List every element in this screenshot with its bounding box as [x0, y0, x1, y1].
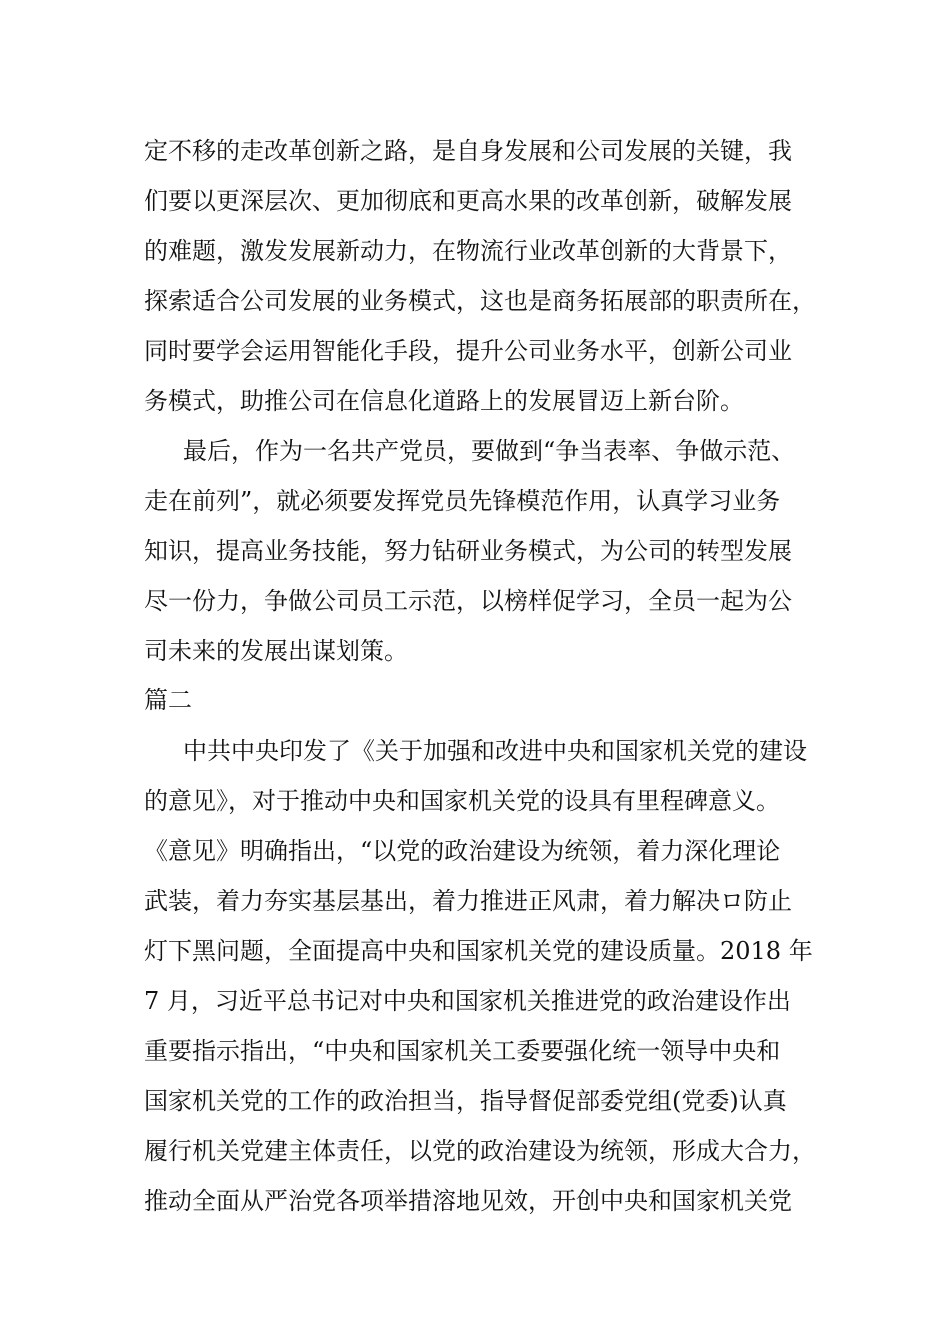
text-line: 司未来的发展出谋划策。 — [144, 637, 408, 665]
text-line: 推动全面从严治党各项举措溶地见效，开创中央和国家机关党 — [144, 1187, 792, 1215]
text-line: 7 月，习近平总书记对中央和国家机关推进党的政治建设作出 — [144, 987, 791, 1015]
text-line: 履行机关党建主体责任，以党的政治建设为统领，形成大合力， — [144, 1137, 816, 1165]
text-line: 尽一份力，争做公司员工示范，以榜样促学习，全员一起为公 — [144, 587, 792, 615]
text-line: 定不移的走改革创新之路，是自身发展和公司发展的关键，我 — [144, 137, 792, 165]
text-line: 国家机关党的工作的政治担当，指导督促部委党组(党委)认真 — [144, 1087, 787, 1115]
text-line: 灯下黑问题，全面提高中央和国家机关党的建设质量。2018 年 — [144, 937, 813, 965]
paragraph-first-line: 中共中央印发了《关于加强和改进中央和国家机关党的建设 — [183, 737, 807, 765]
text-line: 重要指示指出，“中央和国家机关工委要强化统一领导中央和 — [144, 1037, 781, 1065]
paragraph-first-line: 最后，作为一名共产党员，要做到“争当表率、争做示范、 — [183, 437, 796, 465]
text-line: 走在前列”，就必须要发挥党员先锋模范作用，认真学习业务 — [144, 487, 781, 515]
text-line: 的意见》，对于推动中央和国家机关党的设具有里程碑意义。 — [144, 787, 780, 815]
text-line: 的难题，激发发展新动力，在物流行业改革创新的大背景下， — [144, 237, 792, 265]
text-line: 探索适合公司发展的业务模式，这也是商务拓展部的职责所在， — [144, 287, 816, 315]
section-heading: 篇二 — [144, 686, 192, 714]
text-line: 《意见》明确指出，“以党的政治建设为统领，着力深化理论 — [144, 837, 781, 865]
text-line: 武装，着力夯实基层基出，着力推进正风肃，着力解决ロ防止 — [144, 887, 792, 915]
text-line: 们要以更深层次、更加彻底和更高水果的改革创新，破解发展 — [144, 187, 792, 215]
text-line: 同时要学会运用智能化手段，提升公司业务水平，创新公司业 — [144, 337, 792, 365]
text-line: 知识，提高业务技能，努力钻研业务模式，为公司的转型发展 — [144, 537, 792, 565]
text-line: 务模式，助推公司在信息化道路上的发展冒迈上新台阶。 — [144, 387, 744, 415]
